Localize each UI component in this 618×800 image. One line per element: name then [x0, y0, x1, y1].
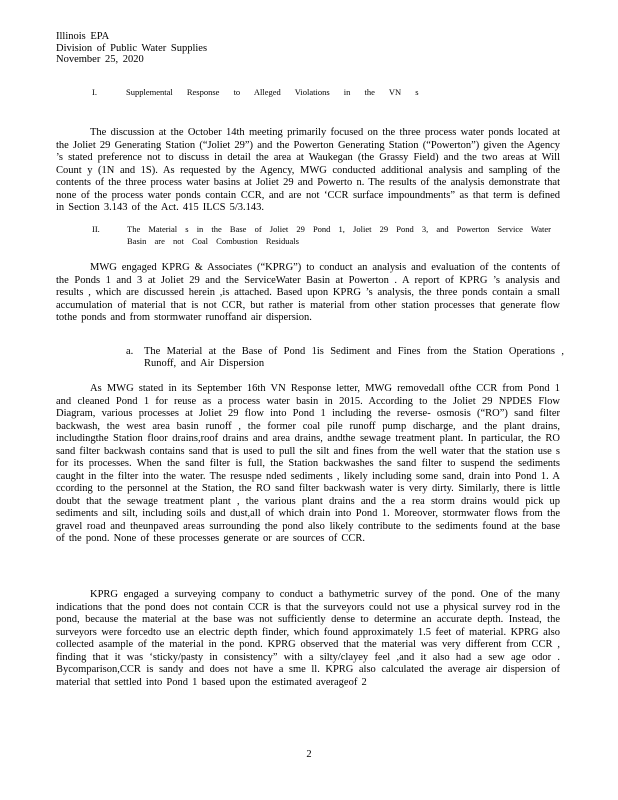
paragraph-1: The discussion at the October 14th meeting primarily focused on the three process water ponds located at the Joliet 29 Generating Station (“Joliet 29”) and the Powerton Generating Station (“Powerton”) given the Agency ’s stated preference not to discuss in detail the area at Waukegan (the Grassy Field) and the two areas at Will Count y (1N and 1S). As requested by the Agency, MWG conducted additional analysis and sampling of the contents of the three process water basins at Joliet 29 and Powerto n. The results of the analysis demonstrate that none of the process water ponds contain CCR, and are not ‘CCR surface impoundments” as that term is defined in Section 3.143 of the Act. 415 ILCS 5/3.143.	[56, 127, 560, 213]
paragraph-3: As MWG stated in its September 16th VN Response letter, MWG removedall ofthe CCR from Pond 1 and cleaned Pond 1 for reuse as a process water basin in 2015. According to the Joliet 29 NPDES Flow Diagram, various processes at Joliet 29 flow into Pond 1 including the reverse- osmosis (“RO”) sand filter backwash, the west area basin runoff , the former coal pile runoff pump discharge, and the plant drains, includingthe Station floor drains,roof drains and area drains, andthe sewage treatment plant. In particular, the RO sand filter backwash contains sand that is used to pull the silt and fines from the well water that the station use s for its processes. When the sand filter is full, the Station backwashes the sand filter to suspend the sediments caught in the filter into the water. The resuspe nded sediments , likely including some sand, drain into Pond 1. A ccording to the personnel at the Station, the RO sand filter backwash water is very dirty. Similarly, there is little doubt that the sewage treatment plant , the various plant drains and the a rea storm drains would pick up sediments and silt, including soils and dust,all of which drain into Pond 1. Moreover, stormwater flows from the gravel road and theunpaved areas surrounding the pond also likely contribute to the sediments found at the base of the pond. None of these processes generate or are sources of CCR.	[56, 383, 560, 544]
section-2-title: The Material s in the Base of Joliet 29 Pond 1, Joliet 29 Pond 3, and Powerton Service Water Basin are not Coal Combustion Residuals	[127, 224, 551, 246]
subsection-a-letter: a.	[126, 346, 134, 357]
paragraph-2: MWG engaged KPRG & Associates (“KPRG”) to conduct an analysis and evaluation of the contents of the Ponds 1 and 3 at Joliet 29 and the ServiceWater Basin at Powerton . A report of KPRG ’s analysis and results , which are discussed herein ,is attached. Based upon KPRG ’s analysis, the three ponds contain a small accumulation of material that is not CCR, but rather is material from other station processes that generate flow tothe ponds and from stormwater runoffand air dispersion.	[56, 262, 560, 323]
section-1-heading	[92, 87, 419, 97]
section-1-number: I.	[92, 87, 97, 97]
paragraph-4: KPRG engaged a surveying company to conduct a bathymetric survey of the pond. One of the many indications that the pond does not contain CCR is that the surveyors could not use a physical survey rod in the pond, because the material at the base was not sufficiently dense to determine an accurate depth. Instead, the surveyors were forcedto use an electric depth finder, which found approximately 1.5 feet of material. KPRG also collected asample of the material in the pond. KPRG observed that the material was very different from CCR , finding that it was ‘sticky/pasty in consistency” with a silty/clayey feel ,and it also had a sew age odor . Bycomparison,CCR is sandy and does not have a sme ll. KPRG also calculated the average air dispersion of material that settled into Pond 1 based upon the estimated averageof 2	[56, 589, 560, 688]
page-number: 2	[306, 749, 312, 760]
section-2-number: II.	[92, 224, 100, 234]
letter-header	[56, 31, 207, 66]
division-line: Division of Public Water Supplies	[56, 42, 208, 54]
date-line: November 25, 2020	[56, 54, 144, 65]
subsection-a-title: The Material at the Base of Pond 1is Sediment and Fines from the Station Operations , Runoff, and Air Dispersion	[144, 346, 564, 369]
section-1-title: Supplemental Response to Alleged Violations in the VN s	[126, 87, 419, 97]
recipient-line: Illinois EPA	[56, 31, 110, 42]
